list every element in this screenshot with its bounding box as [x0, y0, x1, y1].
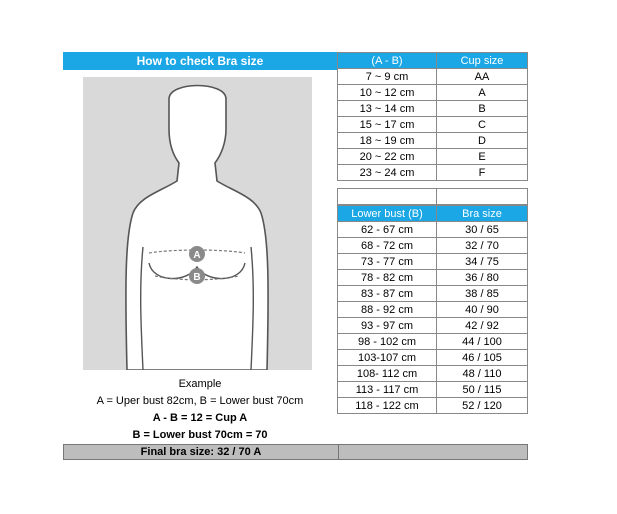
size-value-cell: 40 / 90	[437, 302, 528, 318]
size-row	[338, 398, 528, 414]
size-range-cell: 93 - 97 cm	[338, 318, 437, 334]
marker-a-label: A	[193, 250, 201, 261]
size-range-cell: 68 - 72 cm	[338, 238, 437, 254]
final-size-row	[63, 444, 528, 460]
size-value-cell: 50 / 115	[437, 382, 528, 398]
cup-row	[338, 69, 528, 85]
size-value-cell: 42 / 92	[437, 318, 528, 334]
cup-header-diff: (A - B)	[338, 53, 437, 69]
size-row	[338, 222, 528, 238]
cup-value-cell: D	[437, 133, 528, 149]
size-value-cell: 48 / 110	[437, 366, 528, 382]
example-line-2: A - B = 12 = Cup A	[152, 412, 248, 424]
cup-value-cell: E	[437, 149, 528, 165]
cup-value-cell: A	[437, 85, 528, 101]
example-line-1: A = Uper bust 82cm, B = Lower bust 70cm	[96, 395, 304, 407]
size-row	[338, 286, 528, 302]
size-row	[338, 382, 528, 398]
size-row	[338, 254, 528, 270]
cup-value-cell: AA	[437, 69, 528, 85]
size-row	[338, 302, 528, 318]
marker-b-label: B	[193, 272, 201, 283]
cup-size-table	[337, 52, 528, 181]
size-value-cell: 34 / 75	[437, 254, 528, 270]
size-value-cell: 32 / 70	[437, 238, 528, 254]
final-size-text: Final bra size: 32 / 70 A	[64, 445, 339, 459]
cup-row	[338, 133, 528, 149]
size-header-bra-size: Bra size	[437, 206, 528, 222]
size-value-cell: 38 / 85	[437, 286, 528, 302]
cup-value-cell: C	[437, 117, 528, 133]
example-heading: Example	[178, 378, 222, 390]
size-value-cell: 36 / 80	[437, 270, 528, 286]
example-line-3: B = Lower bust 70cm = 70	[132, 429, 268, 441]
blank-spacer-row	[337, 188, 528, 205]
size-value-cell: 46 / 105	[437, 350, 528, 366]
cup-range-cell: 10 ~ 12 cm	[338, 85, 437, 101]
size-value-cell: 52 / 120	[437, 398, 528, 414]
size-range-cell: 88 - 92 cm	[338, 302, 437, 318]
size-row	[338, 238, 528, 254]
cup-row	[338, 149, 528, 165]
size-range-cell: 83 - 87 cm	[338, 286, 437, 302]
cup-range-cell: 23 ~ 24 cm	[338, 165, 437, 181]
cup-row	[338, 85, 528, 101]
size-row	[338, 366, 528, 382]
size-range-cell: 103-107 cm	[338, 350, 437, 366]
size-range-cell: 98 - 102 cm	[338, 334, 437, 350]
size-range-cell: 113 - 117 cm	[338, 382, 437, 398]
size-value-cell: 44 / 100	[437, 334, 528, 350]
cup-range-cell: 15 ~ 17 cm	[338, 117, 437, 133]
cup-value-cell: F	[437, 165, 528, 181]
size-range-cell: 78 - 82 cm	[338, 270, 437, 286]
cup-value-cell: B	[437, 101, 528, 117]
cup-row	[338, 165, 528, 181]
cup-row	[338, 117, 528, 133]
size-range-cell: 118 - 122 cm	[338, 398, 437, 414]
cup-row	[338, 101, 528, 117]
size-row	[338, 270, 528, 286]
cup-header-size: Cup size	[437, 53, 528, 69]
size-range-cell: 62 - 67 cm	[338, 222, 437, 238]
cup-range-cell: 18 ~ 19 cm	[338, 133, 437, 149]
size-header-lower-bust: Lower bust (B)	[338, 206, 437, 222]
cup-range-cell: 7 ~ 9 cm	[338, 69, 437, 85]
size-range-cell: 108- 112 cm	[338, 366, 437, 382]
body-measurement-illustration	[83, 77, 312, 370]
size-range-cell: 73 - 77 cm	[338, 254, 437, 270]
final-size-empty-cell	[339, 445, 527, 459]
bra-size-table	[337, 205, 528, 414]
cup-range-cell: 20 ~ 22 cm	[338, 149, 437, 165]
page-title: How to check Bra size	[63, 52, 337, 70]
size-value-cell: 30 / 65	[437, 222, 528, 238]
size-row	[338, 318, 528, 334]
size-row	[338, 350, 528, 366]
size-row	[338, 334, 528, 350]
cup-range-cell: 13 ~ 14 cm	[338, 101, 437, 117]
